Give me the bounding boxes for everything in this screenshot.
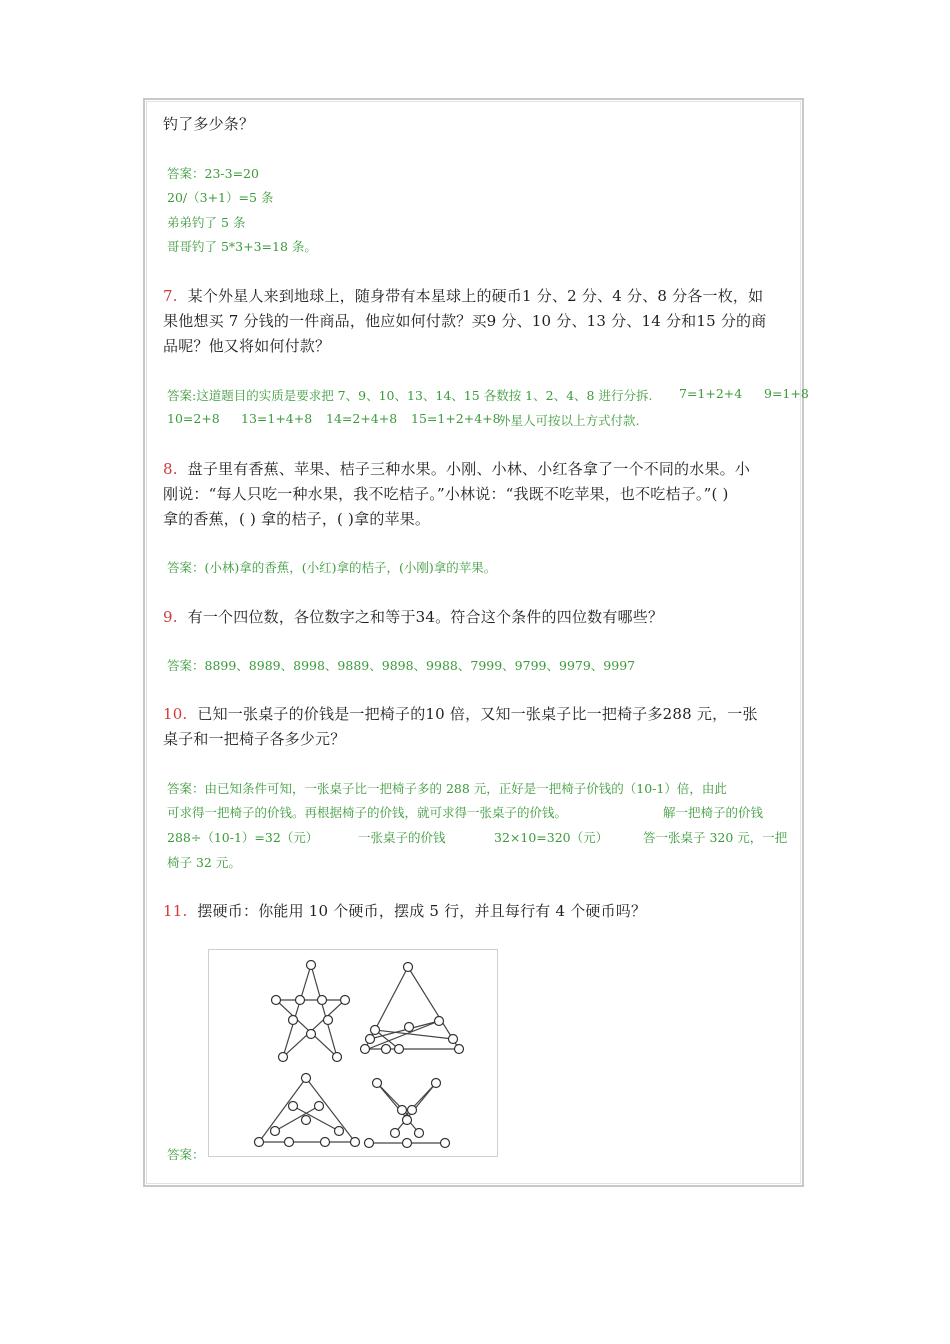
answer-equation: 15=1+2+4+8 — [411, 411, 501, 426]
answer-label: 答案： — [167, 1147, 205, 1162]
triangle-arrangement — [365, 967, 459, 1049]
answer-line: 答案:这道题目的实质是要求把 7、9、10、13、14、15 各数按 1、2、4、8 进行分拆. — [167, 388, 653, 403]
answer-line: 答案：由已知条件可知，一张桌子比一把椅子多的 288 元，正好是一把椅子价钱的（10-1）倍，由此 — [167, 781, 727, 796]
question-10-line-2: 桌子和一把椅子各多少元？ — [163, 730, 346, 748]
question-8-line-3: 拿的香蕉，( ) 拿的桔子，( )拿的苹果。 — [163, 510, 431, 528]
question-text: 摆硬币：你能用 10 个硬币，摆成 5 行，并且每行有 4 个硬币吗？ — [197, 902, 647, 920]
question-8-line-2: 刚说：“每人只吃一种水果，我不吃桔子。”小林说：“我既不吃苹果，也不吃桔子。”( ) — [163, 485, 729, 503]
answer-line: 20/（3+1）=5 条 — [167, 190, 274, 205]
question-7-line-3: 品呢？他又将如何付款？ — [163, 337, 331, 355]
question-11-line — [163, 900, 646, 921]
answer-line: 可求得一把椅子的价钱。再根据椅子的价钱，就可求得一张桌子的价钱。 — [167, 805, 568, 820]
question-number: 7. — [163, 287, 178, 305]
question-number: 10. — [163, 705, 188, 723]
answer-line: 椅子 32 元。 — [167, 855, 241, 870]
answer-equation: 10=2+8 — [167, 411, 220, 426]
question-number: 11. — [163, 902, 188, 920]
question-7-line-1 — [163, 285, 763, 306]
question-text: 有一个四位数，各位数字之和等于34。符合这个条件的四位数有哪些？ — [187, 608, 664, 626]
coin-diagrams — [209, 950, 497, 1156]
question-text: 某个外星人来到地球上，随身带有本星球上的硬币1 分、2 分、4 分、8 分各一枚，如 — [187, 287, 764, 305]
answer-line: 答案：(小林)拿的香蕉，(小红)拿的桔子，(小刚)拿的苹果。 — [167, 560, 497, 575]
question-text: 盘子里有香蕉、苹果、桔子三种水果。小刚、小林、小红各拿了一个不同的水果。小 — [187, 460, 751, 478]
question-text: 已知一张桌子的价钱是一把椅子的10 倍，又知一张桌子比一把椅子多288 元，一张 — [197, 705, 758, 723]
answer-equation: 14=2+4+8 — [326, 411, 398, 426]
question-7-line-2: 果他想买 7 分钱的一件商品，他应如何付款？买9 分、10 分、13 分、14 分和15 分的商 — [163, 312, 767, 330]
coin-arrangement-figure — [208, 949, 498, 1157]
question-number: 8. — [163, 460, 178, 478]
answer-line: 32×10=320（元） — [494, 830, 609, 845]
answer-line: 一张桌子的价钱 — [358, 830, 446, 845]
question-10-line-1 — [163, 703, 758, 724]
answer-equation: 7=1+2+4 — [679, 386, 743, 401]
butterfly-arrangement — [369, 1083, 445, 1143]
question-8-line-1 — [163, 458, 750, 479]
star-arrangement — [276, 965, 345, 1057]
answer-line: 答一张桌子 320 元，一把 — [643, 830, 788, 845]
answer-line: 288÷（10-1）=32（元） — [167, 830, 319, 845]
answer-line: 外星人可按以上方式付款. — [498, 413, 640, 428]
answer-line: 解一把椅子的价钱 — [663, 805, 764, 820]
answer-line: 答案：23-3=20 — [167, 166, 259, 181]
answer-line: 哥哥钓了 5*3+3=18 条。 — [167, 239, 317, 254]
answer-equation: 9=1+8 — [764, 386, 809, 401]
question-9-line — [163, 606, 663, 627]
answer-line: 答案：8899、8989、8998、9889、9898、9988、7999、9799、9979、9997 — [167, 658, 636, 673]
question-number: 9. — [163, 608, 178, 626]
question-continuation: 钓了多少条？ — [163, 115, 255, 133]
answer-line: 弟弟钓了 5 条 — [167, 215, 246, 230]
answer-equation: 13=1+4+8 — [241, 411, 313, 426]
